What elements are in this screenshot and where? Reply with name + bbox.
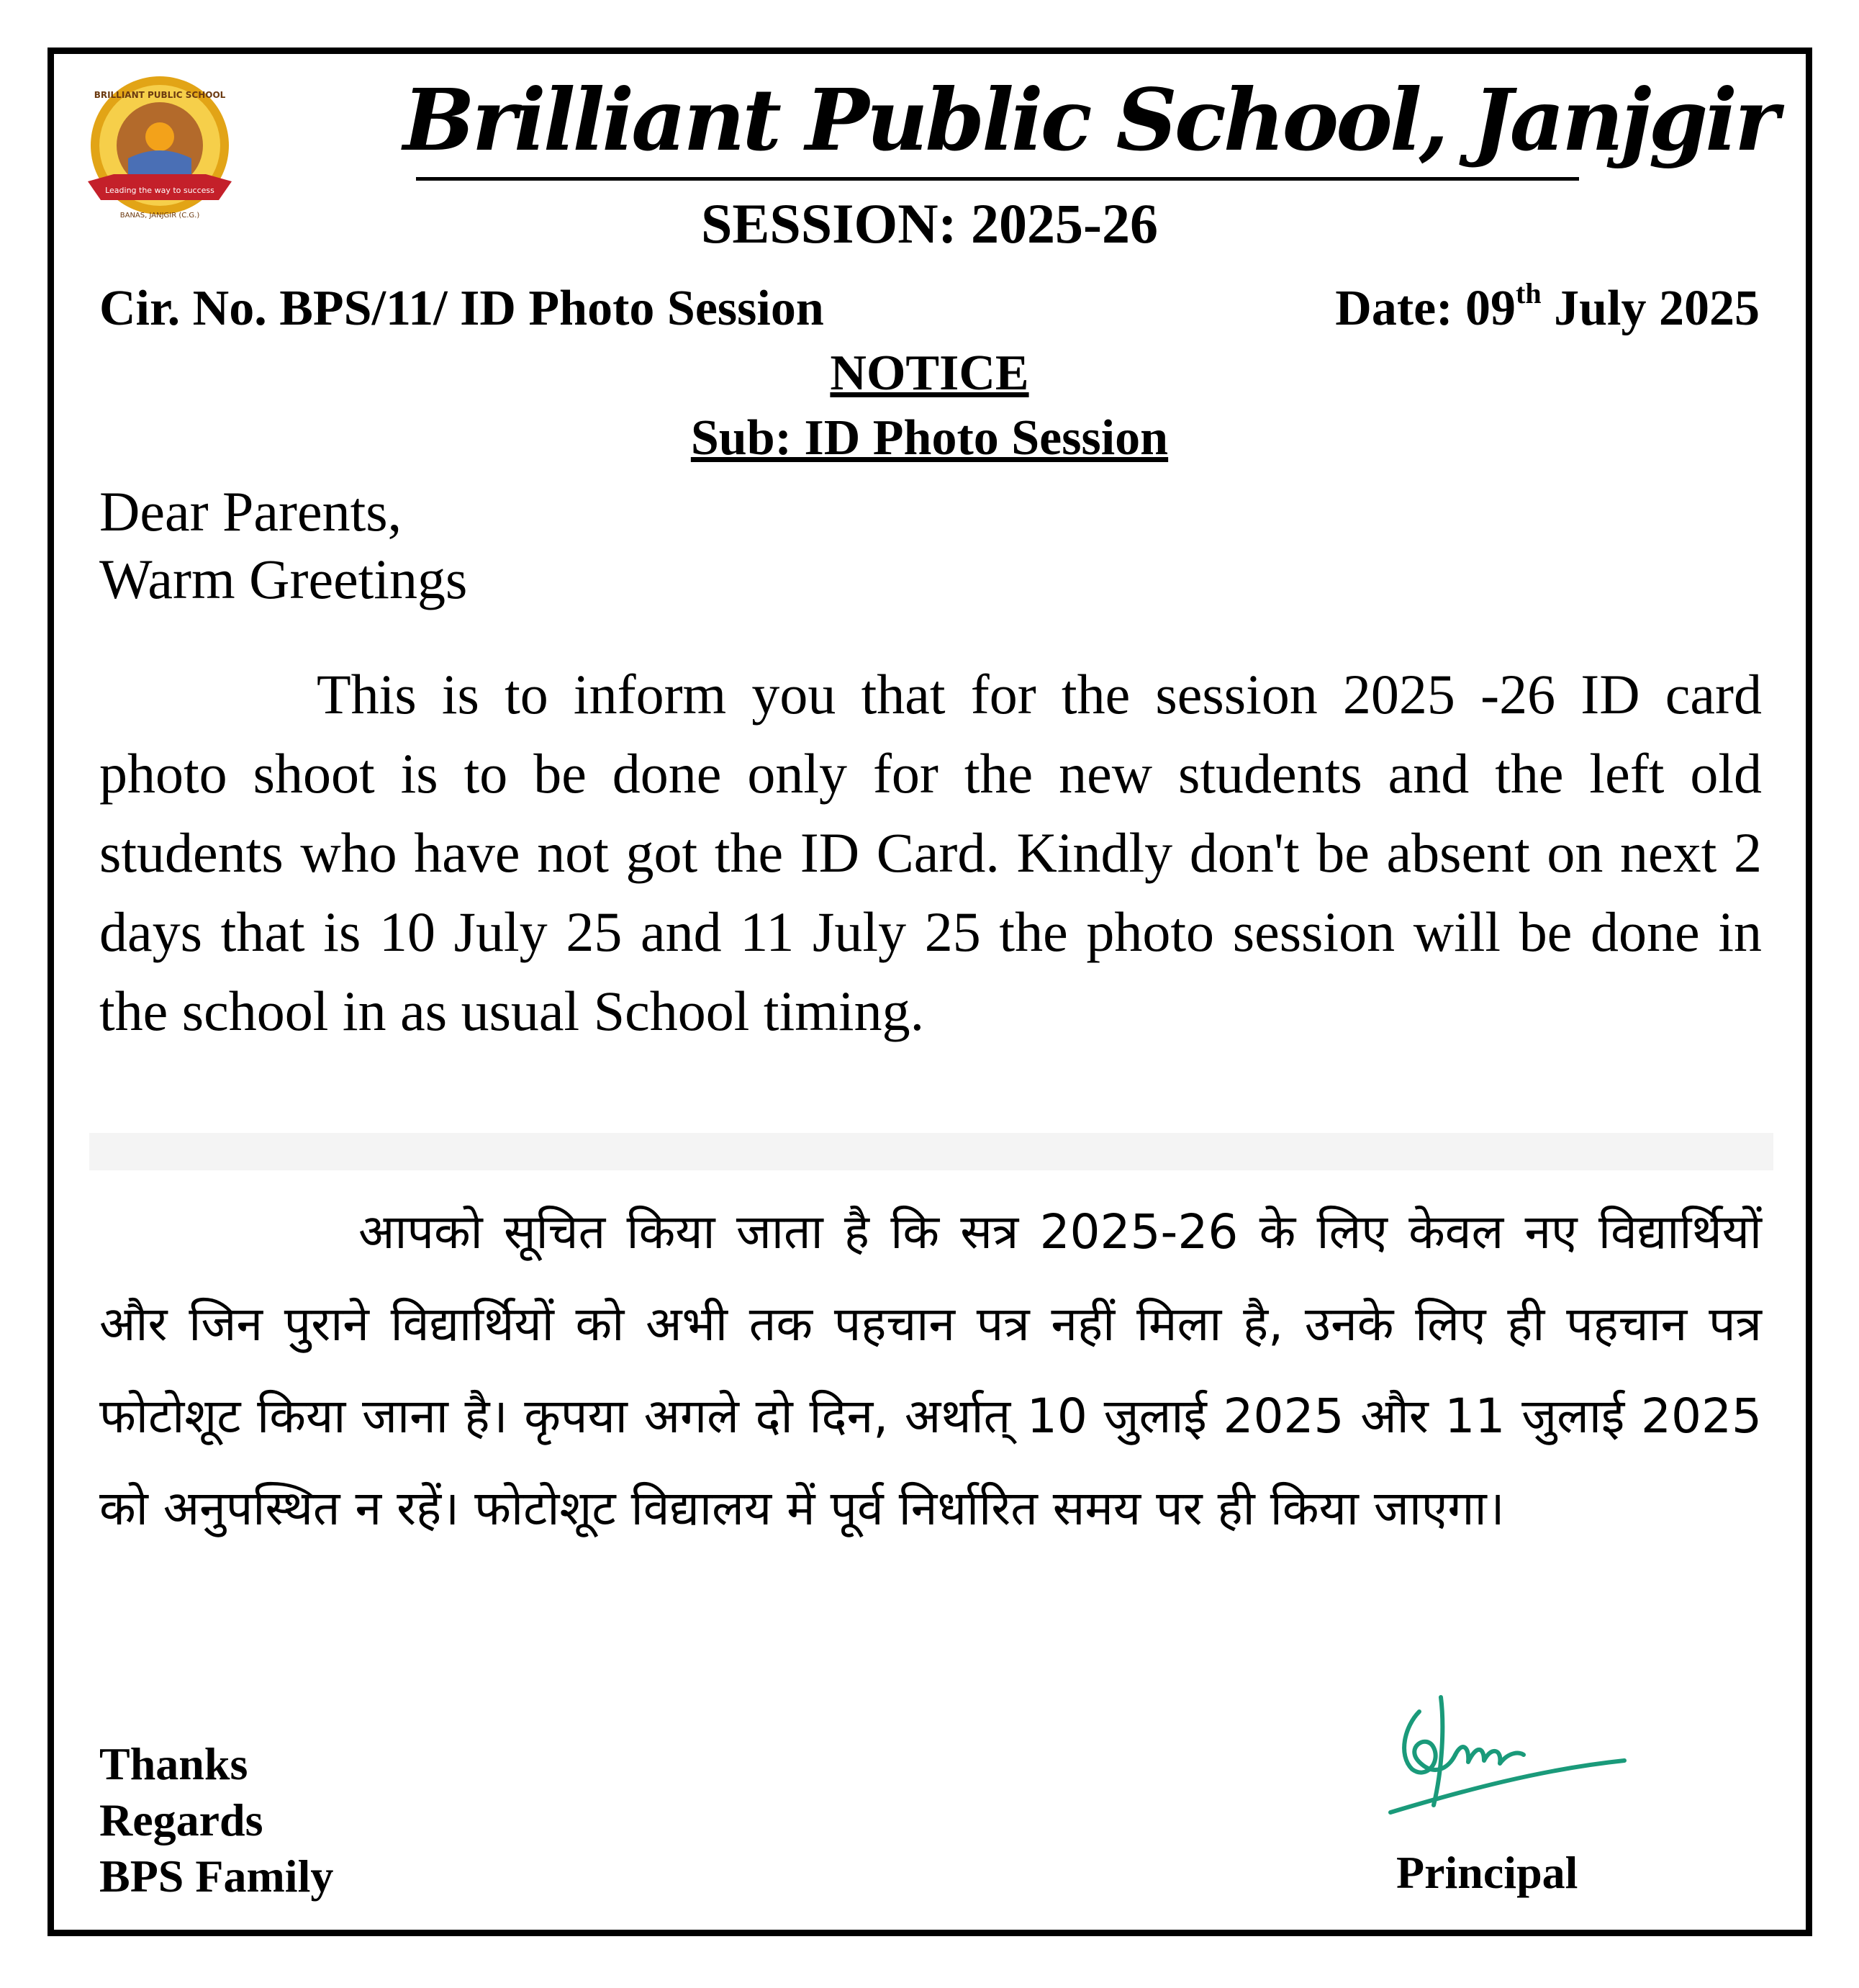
closing-regards: Regards (99, 1794, 263, 1845)
logo-ring-text-top: BRILLIANT PUBLIC SCHOOL (94, 90, 226, 100)
closing-block (99, 1736, 333, 1905)
circular-number: Cir. No. BPS/11/ ID Photo Session (99, 281, 824, 336)
notice-title: NOTICE (830, 345, 1029, 401)
school-name-underline (416, 177, 1579, 181)
hindi-paragraph: आपको सूचित किया जाता है कि सत्र 2025-26 के लिए केवल नए विद्यार्थियों और जिन पुराने विद्यार्थियों को अभी तक पहचान पत्र नहीं मिला है, उनके लिए ही पहचान पत्र फोटोशूट किया जाना है। कृपया अगले दो दिन, अर्थात् 10 जुलाई 2025 और 11 जुलाई 2025 को अनुपस्थित न रहें। फोटोशूट विद्यालय में पूर्व निर्धारित समय पर ही किया जाएगा। (99, 1204, 1762, 1536)
signatory-title: Principal (1396, 1847, 1578, 1898)
logo-ring-text-bottom: BANAS, JANJGIR (C.G.) (119, 212, 200, 220)
separator-band (89, 1133, 1773, 1170)
salutation: Dear Parents, (99, 480, 402, 543)
signature-stroke-1 (1404, 1712, 1455, 1773)
date-ordinal: th (1516, 277, 1542, 310)
closing-family: BPS Family (99, 1851, 334, 1902)
logo-ribbon-text: Leading the way to success (105, 186, 214, 195)
notice-subject: Sub: ID Photo Session (690, 410, 1169, 466)
session-label: SESSION: 2025-26 (701, 192, 1158, 255)
signature-stroke-3 (1455, 1747, 1524, 1763)
notice-date (1335, 277, 1760, 336)
date-suffix: July 2025 (1541, 281, 1760, 336)
date-prefix: Date: 09 (1335, 281, 1516, 336)
closing-thanks: Thanks (99, 1738, 248, 1789)
english-paragraph: This is to inform you that for the session 2025 -26 ID card photo shoot is to be done only for the new students and the left old students who have not got the ID Card. Kindly don't be absent on next 2 days that is 10 July 25 and 11 July 25 the photo session will be done in the school in as usual School timing. (99, 663, 1762, 1042)
school-name: Brilliant Public School, Janjgir (403, 70, 1777, 170)
greeting: Warm Greetings (99, 548, 468, 610)
sun-icon (145, 122, 174, 151)
principal-signature (1376, 1683, 1635, 1834)
